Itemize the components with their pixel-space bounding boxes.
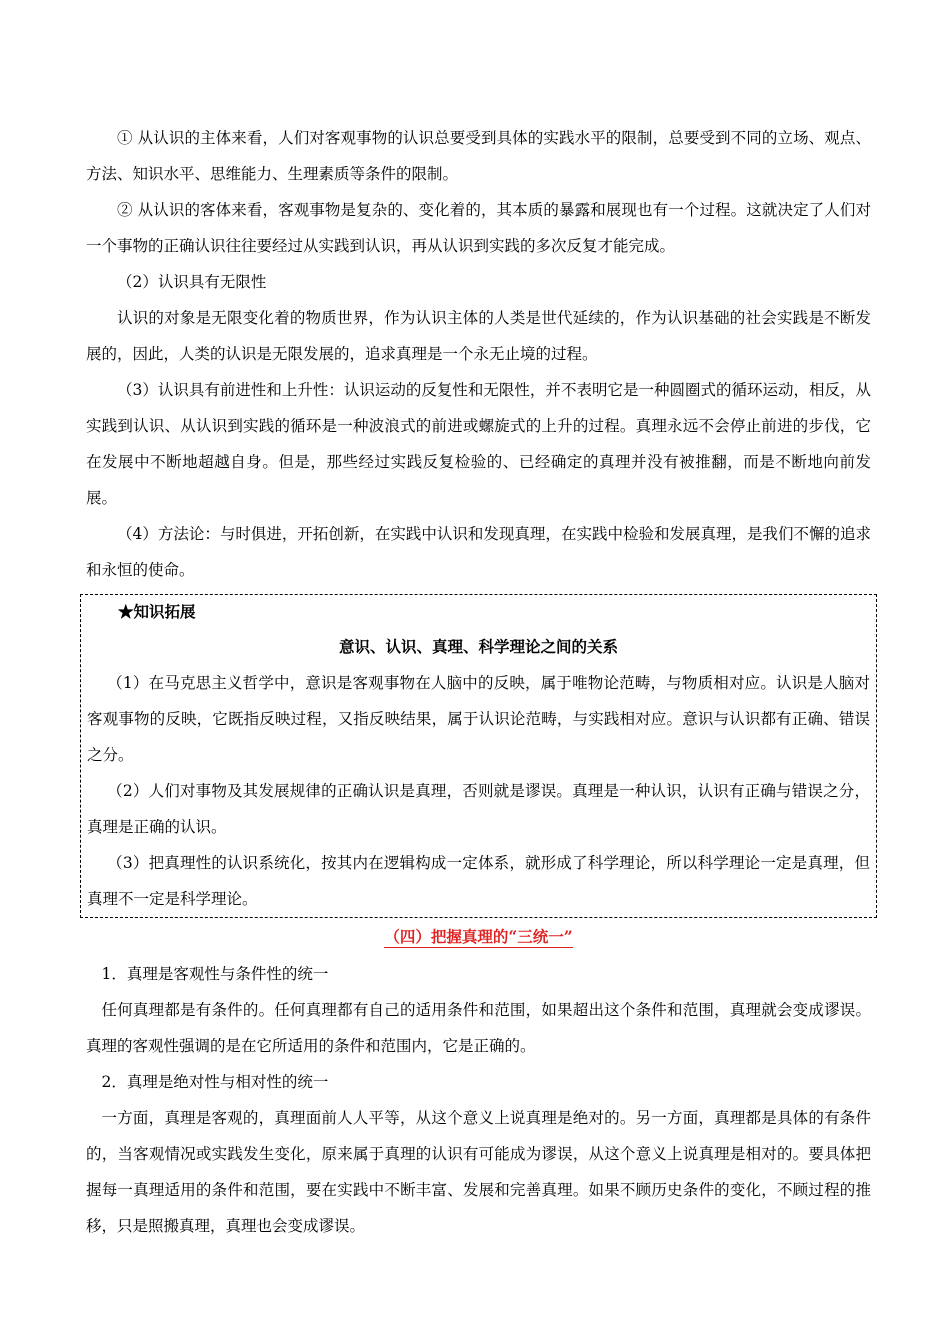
paragraph-infinity-heading: （2）认识具有无限性 <box>117 273 267 291</box>
paragraph-subject-limits: ① 从认识的主体来看，人们对客观事物的认识总要受到具体的实践水平的限制，总要受到不同的立场、观点、方法、知识水平、思维能力、生理素质等条件的限制。 <box>86 129 871 183</box>
expansion-item: （2）人们对事物及其发展规律的正确认识是真理，否则就是谬误。真理是一种认识，认识有正确与错误之分，真理是正确的认识。 <box>87 782 870 836</box>
paragraph-object-complexity: ② 从认识的客体来看，客观事物是复杂的、变化着的，其本质的暴露和展现也有一个过程。这就决定了人们对一个事物的正确认识往往要经过从实践到认识，再从认识到实践的多次反复才能完成。 <box>86 201 871 255</box>
knowledge-expansion-box <box>80 594 877 918</box>
expansion-item: （3）把真理性的认识系统化，按其内在逻辑构成一定体系，就形成了科学理论，所以科学理论一定是真理，但真理不一定是科学理论。 <box>87 854 870 908</box>
section-body-objectivity: 任何真理都是有条件的。任何真理都有自己的适用条件和范围，如果超出这个条件和范围，真理就会变成谬误。真理的客观性强调的是在它所适用的条件和范围内，它是正确的。 <box>86 1001 871 1055</box>
paragraph-progressiveness: （3）认识具有前进性和上升性：认识运动的反复性和无限性，并不表明它是一种圆圈式的循环运动，相反，从实践到认识、从认识到实践的循环是一种波浪式的前进或螺旋式的上升的过程。真理永远不会停止前进的步伐，它在发展中不断地超越自身。但是，那些经过实践反复检验的、已经确定的真理并没有被推翻，而是不断地向前发展。 <box>86 381 871 507</box>
section-subheading-absoluteness: 2．真理是绝对性与相对性的统一 <box>101 1073 329 1091</box>
paragraph-methodology: （4）方法论：与时俱进，开拓创新，在实践中认识和发现真理，在实践中检验和发展真理，是我们不懈的追求和永恒的使命。 <box>86 525 871 579</box>
section-body-absoluteness: 一方面，真理是客观的，真理面前人人平等，从这个意义上说真理是绝对的。另一方面，真理都是具体的有条件的，当客观情况或实践发生变化，原来属于真理的认识有可能成为谬误，从这个意义上说真理是相对的。要具体把握每一真理适用的条件和范围，要在实践中不断丰富、发展和完善真理。如果不顾历史条件的变化，不顾过程的推移，只是照搬真理，真理也会变成谬误。 <box>86 1109 871 1235</box>
section-title-text: （四）把握真理的“三统一” <box>384 927 573 946</box>
section-title <box>86 918 871 956</box>
paragraph-infinity-body: 认识的对象是无限变化着的物质世界，作为认识主体的人类是世代延续的，作为认识基础的社会实践是不断发展的，因此，人类的认识是无限发展的，追求真理是一个永无止境的过程。 <box>86 309 871 363</box>
section-subheading-objectivity: 1．真理是客观性与条件性的统一 <box>101 965 329 983</box>
knowledge-expansion-label: ★知识拓展 <box>118 602 196 621</box>
knowledge-expansion-heading: 意识、认识、真理、科学理论之间的关系 <box>338 637 618 656</box>
document-page <box>86 120 871 1244</box>
expansion-item: （1）在马克思主义哲学中，意识是客观事物在人脑中的反映，属于唯物论范畴，与物质相对应。认识是人脑对客观事物的反映，它既指反映过程，又指反映结果，属于认识论范畴，与实践相对应。意识与认识都有正确、错误之分。 <box>87 674 870 764</box>
